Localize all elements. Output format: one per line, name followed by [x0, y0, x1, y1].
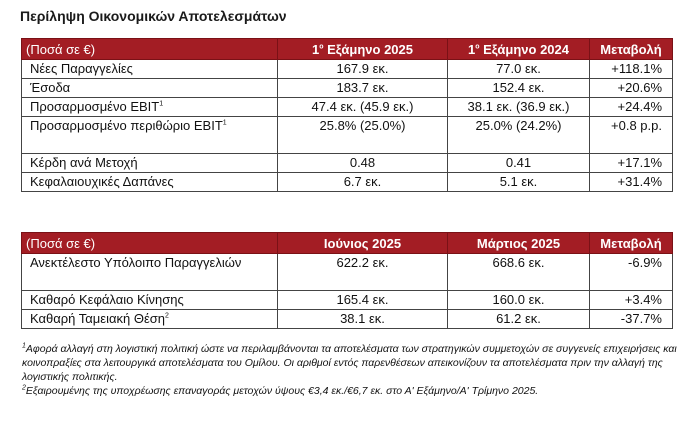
- header-amounts-unit: (Ποσά σε €): [22, 233, 278, 254]
- cell-march-2025: 160.0 εκ.: [448, 291, 590, 310]
- row-label-text: Ανεκτέλεστο Υπόλοιπο Παραγγελιών: [30, 255, 242, 270]
- cell-h1-2024: 25.0% (24.2%): [448, 117, 590, 154]
- header-h1-2025-ordinal: ο: [319, 43, 324, 51]
- cell-change: +0.8 p.p.: [590, 117, 673, 154]
- cell-h1-2024: 77.0 εκ.: [448, 60, 590, 79]
- table-row: [22, 254, 673, 291]
- cell-june-2025: 622.2 εκ.: [278, 254, 448, 291]
- cell-march-2025: 61.2 εκ.: [448, 310, 590, 329]
- row-label-text: Κεφαλαιουχικές Δαπάνες: [30, 174, 174, 189]
- table-header-row: [22, 39, 673, 60]
- cell-change: +118.1%: [590, 60, 673, 79]
- table-header-row: [22, 233, 673, 254]
- header-june-2025: Ιούνιος 2025: [278, 233, 448, 254]
- cell-h1-2025: 167.9 εκ.: [278, 60, 448, 79]
- cell-change: +31.4%: [590, 173, 673, 192]
- footnote-marker: 2: [165, 312, 169, 320]
- financial-summary-table-h1: [21, 38, 673, 192]
- header-h1-2024-number: 1: [467, 41, 476, 57]
- header-h1-2024-ordinal: ο: [475, 43, 480, 51]
- balance-summary-table: [21, 232, 673, 329]
- cell-change: +3.4%: [590, 291, 673, 310]
- row-label: [22, 60, 278, 79]
- footnote-marker: 1: [222, 119, 227, 127]
- row-label: [22, 173, 278, 192]
- footnotes: [22, 342, 682, 398]
- header-amounts-unit: (Ποσά σε €): [22, 39, 278, 60]
- row-label-text: Νέες Παραγγελίες: [30, 61, 133, 76]
- header-h1-2025-text: Εξάμηνο 2025: [323, 41, 414, 57]
- row-label: [22, 79, 278, 98]
- row-label-text: Καθαρό Κεφάλαιο Κίνησης: [30, 292, 184, 307]
- row-label: [22, 254, 278, 291]
- cell-change: +17.1%: [590, 154, 673, 173]
- header-h1-2024: [448, 39, 590, 60]
- footnote-2-text: Εξαιρουμένης της υποχρέωσης επαναγοράς μετοχών ύψους €3,4 εκ./€6,7 εκ. στο Α' Εξάμηνο/Α' Τρίμηνο 2025.: [25, 385, 539, 397]
- header-h1-2024-text: Εξάμηνο 2024: [479, 41, 570, 57]
- footnote-2-marker: 2: [22, 384, 26, 392]
- footnote-1: [22, 342, 682, 384]
- cell-march-2025: 668.6 εκ.: [448, 254, 590, 291]
- header-change: Μεταβολή: [590, 39, 673, 60]
- cell-h1-2025: 0.48: [278, 154, 448, 173]
- footnote-2: [22, 384, 682, 398]
- cell-june-2025: 38.1 εκ.: [278, 310, 448, 329]
- row-label: [22, 154, 278, 173]
- cell-h1-2024: 5.1 εκ.: [448, 173, 590, 192]
- row-label-text: Καθαρή Ταμειακή Θέση: [30, 311, 165, 326]
- cell-june-2025: 165.4 εκ.: [278, 291, 448, 310]
- header-march-2025: Μάρτιος 2025: [448, 233, 590, 254]
- cell-h1-2025: 6.7 εκ.: [278, 173, 448, 192]
- cell-h1-2024: 0.41: [448, 154, 590, 173]
- cell-h1-2025: 183.7 εκ.: [278, 79, 448, 98]
- header-h1-2025-number: 1: [311, 41, 320, 57]
- row-label-text: Κέρδη ανά Μετοχή: [30, 155, 138, 170]
- cell-h1-2024: 38.1 εκ. (36.9 εκ.): [448, 98, 590, 117]
- header-change: Μεταβολή: [590, 233, 673, 254]
- cell-h1-2025: 47.4 εκ. (45.9 εκ.): [278, 98, 448, 117]
- header-h1-2025: [278, 39, 448, 60]
- table-row: [22, 117, 673, 154]
- cell-change: +20.6%: [590, 79, 673, 98]
- footnote-1-text: Αφορά αλλαγή στη λογιστική πολιτική ώστε να περιλαμβάνονται τα αποτελέσματα των στρατηγικών συμμετοχών σε συγγενείς επιχειρήσεις και κοινοπραξίες στα λειτουργικά αποτελέσματα του Ομίλου. Οι αριθμοί εντός παρενθέσεων απεικονίζουν τα αποτελέσματα πριν την αλλαγή της λογιστικής πολιτικής.: [22, 343, 677, 383]
- table-row: [22, 173, 673, 192]
- cell-h1-2024: 152.4 εκ.: [448, 79, 590, 98]
- row-label: [22, 98, 278, 117]
- page-title: Περίληψη Οικονομικών Αποτελεσμάτων: [20, 8, 287, 24]
- row-label-text: Προσαρμοσμένο περιθώριο EBIT: [30, 118, 223, 133]
- row-label-text: Προσαρμοσμένο EBIT: [30, 99, 160, 114]
- table-row: [22, 79, 673, 98]
- cell-change: +24.4%: [590, 98, 673, 117]
- table-row: [22, 310, 673, 329]
- cell-change: -37.7%: [590, 310, 673, 329]
- cell-change: -6.9%: [590, 254, 673, 291]
- table-row: [22, 98, 673, 117]
- row-label-text: Έσοδα: [30, 80, 71, 95]
- table-row: [22, 291, 673, 310]
- table-row: [22, 154, 673, 173]
- row-label: [22, 310, 278, 329]
- footnote-marker: 1: [159, 100, 164, 108]
- footnote-1-marker: 1: [22, 342, 26, 350]
- table-row: [22, 60, 673, 79]
- cell-h1-2025: 25.8% (25.0%): [278, 117, 448, 154]
- row-label: [22, 117, 278, 154]
- row-label: [22, 291, 278, 310]
